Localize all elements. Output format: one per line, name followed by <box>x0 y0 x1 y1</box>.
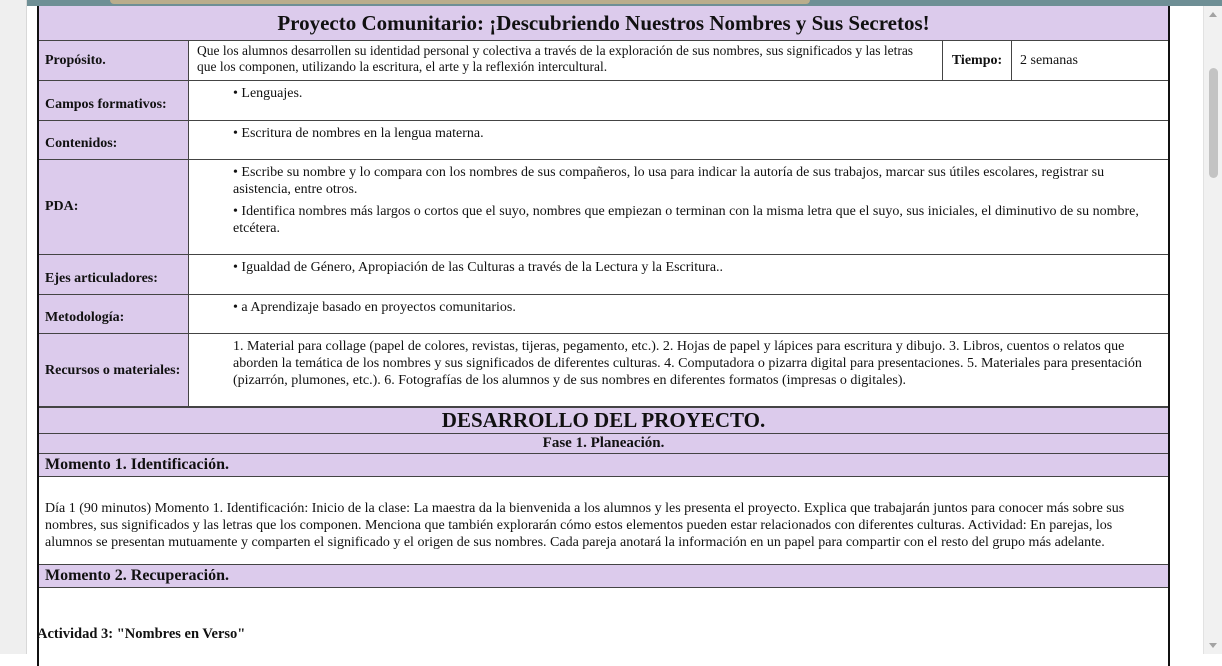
label-tiempo: Tiempo: <box>942 41 1012 80</box>
row-ejes-articuladores <box>39 255 1168 295</box>
momento-2-heading: Momento 2. Recuperación. <box>39 565 1168 588</box>
vertical-scrollbar[interactable] <box>1203 6 1222 654</box>
label-recursos: Recursos o materiales: <box>39 334 189 406</box>
momento-1-heading: Momento 1. Identificación. <box>39 454 1168 477</box>
tiempo-value: 2 semanas <box>1020 52 1078 68</box>
scroll-thumb[interactable] <box>1209 68 1218 178</box>
momento-2-body <box>39 588 1168 630</box>
actividad-3-heading: Actividad 3: "Nombres en Verso" <box>37 626 246 642</box>
scroll-up-icon[interactable] <box>1209 12 1217 17</box>
label-campos-formativos: Campos formativos: <box>39 81 189 120</box>
label-metodologia: Metodología: <box>39 295 189 333</box>
pda-item: • Escribe su nombre y lo compara con los nombres de sus compañeros, lo usa para indicar la autoría de sus trabajos, marcar sus útiles escolares, registrar su asistencia, entre otros. <box>233 165 1105 197</box>
momento-1-text: Día 1 (90 minutos) Momento 1. Identificación: Inicio de la clase: La maestra da la bienvenida a los alumnos y les presenta el proyecto. Explica que trabajarán juntos para conocer más sobre sus nombres, sus significados y las letras que los componen. Menciona que también explorarán cómo estos elementos pueden estar relacionados con diferentes culturas. Actividad: En parejas, los alumnos se presentan mutuamente y comparten el significado y el origen de sus nombres. Cada pareja anotará la información en un papel para compartir con el resto del grupo más adelante. <box>39 477 1168 565</box>
desarrollo-title: DESARROLLO DEL PROYECTO. <box>39 407 1168 434</box>
browser-tab-strip <box>110 0 810 4</box>
row-pda <box>39 160 1168 255</box>
fase-1-heading: Fase 1. Planeación. <box>39 434 1168 454</box>
row-recursos <box>39 334 1168 407</box>
proposito-text: Que los alumnos desarrollen su identidad personal y colectiva a través de la exploración de sus nombres, sus significados y las letras que los componen, utilizando la escritura, el arte y la reflexión intercultural. <box>197 43 914 74</box>
row-campos-formativos <box>39 81 1168 121</box>
recursos-text: 1. Material para collage (papel de colores, revistas, tijeras, pegamento, etc.). 2. Hojas de papel y lápices para escritura y dibujo. 3. Libros, cuentos o relatos que aborden la temática de los nombres y sus significados de diferentes culturas. 4. Computadora o pizarra digital para presentaciones. 5. Materiales para presentación (pizarrón, plumones, etc.). 6. Fotografías de los alumnos y de sus nombres en diferentes formatos (impresas o digitales). <box>233 339 1142 388</box>
document-title: Proyecto Comunitario: ¡Descubriendo Nuestros Nombres y Sus Secretos! <box>39 6 1168 41</box>
label-pda: PDA: <box>39 160 189 254</box>
row-proposito <box>39 41 1168 81</box>
row-metodologia <box>39 295 1168 334</box>
campos-formativos-text: • Lenguajes. <box>233 86 303 101</box>
pda-text <box>189 160 1168 254</box>
project-document <box>37 6 1170 666</box>
contenidos-text: • Escritura de nombres en la lengua materna. <box>233 126 484 141</box>
scroll-down-icon[interactable] <box>1209 643 1217 648</box>
label-ejes-articuladores: Ejes articuladores: <box>39 255 189 294</box>
page-left-margin <box>0 0 27 654</box>
label-contenidos: Contenidos: <box>39 121 189 159</box>
pda-item: • Identifica nombres más largos o cortos que el suyo, nombres que empiezan o terminan con la misma letra que el suyo, sus iniciales, el diminutivo de su nombre, etcétera. <box>233 204 1139 236</box>
label-proposito: Propósito. <box>39 41 189 80</box>
ejes-articuladores-text: • Igualdad de Género, Apropiación de las Culturas a través de la Lectura y la Escritura.. <box>233 260 724 275</box>
metodologia-text: • a Aprendizaje basado en proyectos comunitarios. <box>233 300 516 315</box>
row-contenidos <box>39 121 1168 160</box>
